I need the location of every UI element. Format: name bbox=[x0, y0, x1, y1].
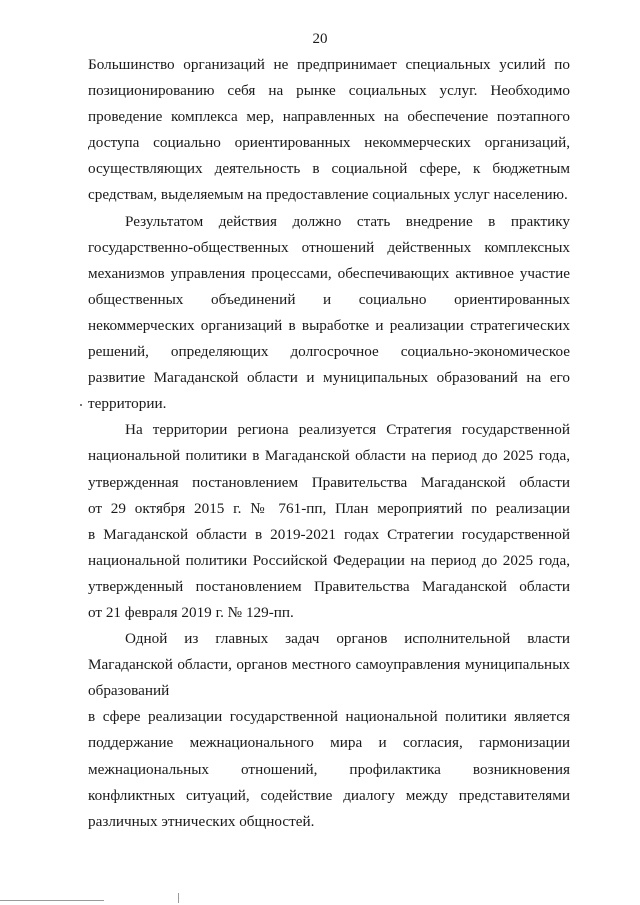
text-line: доступа социально ориентированных некоммерческих организаций, bbox=[88, 134, 570, 152]
text-line: государственно-общественных отношений действенных комплексных bbox=[88, 238, 570, 256]
text-line: На территории региона реализуется Стратегия государственной bbox=[125, 421, 570, 439]
page-number: 20 bbox=[312, 31, 328, 47]
text-line: развитие Магаданской области и муниципальных образований на его bbox=[88, 369, 570, 387]
paragraph-tasks bbox=[88, 626, 570, 704]
text-line: некоммерческих организаций в выработке и реализации стратегических bbox=[88, 316, 570, 334]
text-line: в Магаданской области в 2019-2021 годах Стратегии государственной bbox=[88, 525, 570, 543]
paragraph-national-policy bbox=[88, 704, 570, 834]
text-line: осуществляющих деятельность в социальной сфере, к бюджетным bbox=[88, 160, 570, 178]
text-line: механизмов управления процессами, обеспечивающих активное участие bbox=[88, 264, 570, 282]
text-line: средствам, выделяемым на предоставление социальных услуг населению. bbox=[88, 186, 568, 204]
text-line: образований bbox=[88, 682, 170, 700]
document-body bbox=[88, 52, 570, 835]
paragraph-positioning bbox=[88, 52, 570, 209]
text-line: утвержденный постановлением Правительства Магаданской области bbox=[88, 577, 570, 595]
text-line: конфликтных ситуаций, содействие диалогу между представителями bbox=[88, 786, 570, 804]
text-line: территории. bbox=[88, 395, 167, 413]
text-line: в сфере реализации государственной национальной политики является bbox=[88, 708, 570, 726]
text-line: утвержденная постановлением Правительства Магаданской области bbox=[88, 473, 570, 491]
text-line: Одной из главных задач органов исполнительной власти bbox=[125, 630, 570, 648]
text-line: решений, определяющих долгосрочное социально-экономическое bbox=[88, 343, 570, 361]
text-line: межнациональных отношений, профилактика возникновения bbox=[88, 760, 570, 778]
text-line: Магаданской области, органов местного самоуправления муниципальных bbox=[88, 656, 570, 674]
text-line: от 29 октября 2015 г. № 761-пп, План мероприятий по реализации bbox=[88, 499, 570, 517]
text-line: позиционированию себя на рынке социальных услуг. Необходимо bbox=[88, 82, 570, 100]
scan-edge-line bbox=[0, 900, 104, 901]
text-line: Большинство организаций не предпринимает специальных усилий по bbox=[88, 56, 570, 73]
paragraph-result bbox=[88, 209, 570, 418]
text-line: поддержание межнационального мира и согласия, гармонизации bbox=[88, 734, 570, 752]
text-line: различных этнических общностей. bbox=[88, 812, 315, 830]
text-line: от 21 февраля 2019 г. № 129-пп. bbox=[88, 603, 294, 621]
text-line: общественных объединений и социально ориентированных bbox=[88, 290, 570, 308]
text-line: проведение комплекса мер, направленных на обеспечение поэтапного bbox=[88, 108, 570, 126]
scan-tick-mark bbox=[178, 893, 179, 903]
text-line: национальной политики в Магаданской области на период до 2025 года, bbox=[88, 447, 570, 465]
paragraph-strategy bbox=[88, 417, 570, 626]
text-line: Результатом действия должно стать внедрение в практику bbox=[125, 212, 570, 230]
text-line: национальной политики Российской Федерации на период до 2025 года, bbox=[88, 551, 570, 569]
scan-speck bbox=[80, 404, 82, 406]
